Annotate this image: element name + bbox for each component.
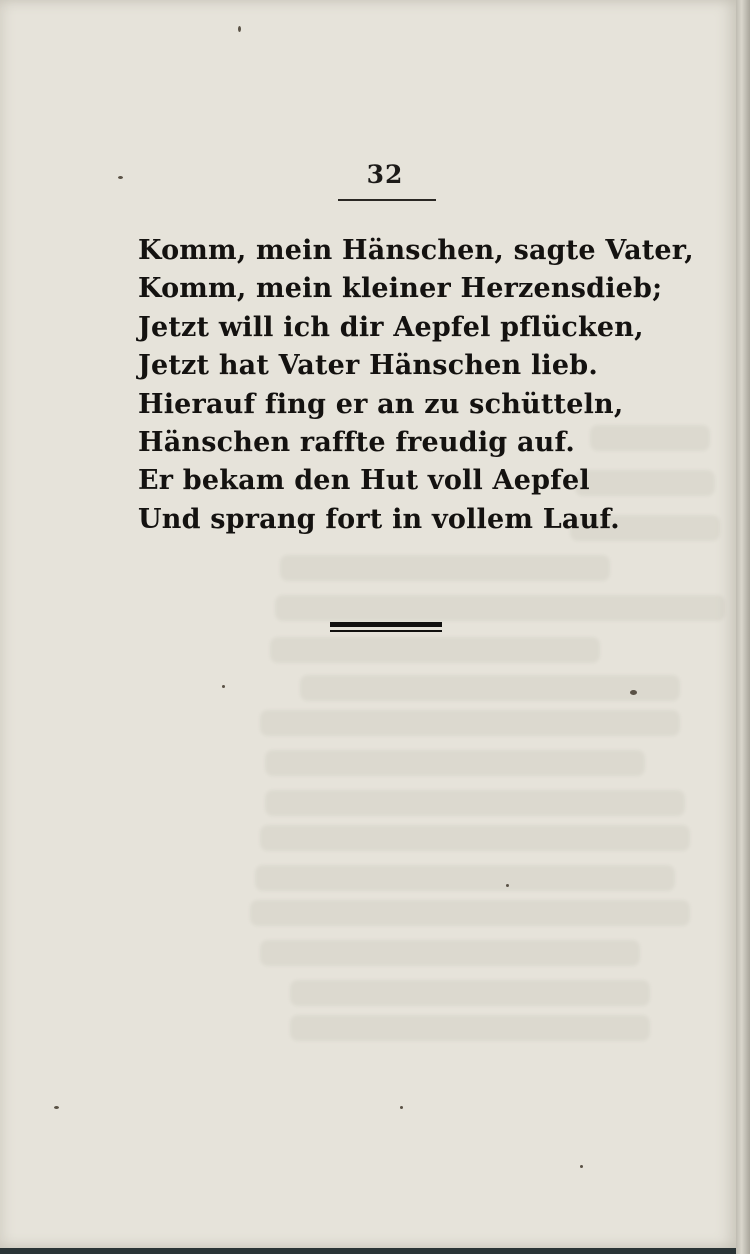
end-rule-thick-line (330, 622, 442, 627)
next-page-edge (736, 0, 750, 1254)
page-number: 32 (366, 160, 404, 189)
poem-line: Jetzt will ich dir Aepfel pflücken, (138, 311, 644, 343)
page-number-underline (338, 199, 436, 201)
poem-stanza (138, 232, 694, 539)
poem-line: Hierauf fing er an zu schütteln, (138, 388, 624, 420)
paper-speck (630, 690, 637, 695)
paper-speck (118, 176, 123, 179)
poem-line: Komm, mein Hänschen, sagte Vater, (138, 235, 694, 266)
poem-line: Komm, mein kleiner Herzensdieb; (138, 273, 663, 305)
end-rule-thin-line (330, 630, 442, 632)
paper-speck (400, 1106, 403, 1109)
paper-speck (222, 685, 225, 688)
poem-line: Hänschen raffte freudig auf. (138, 426, 575, 458)
paper-speck (580, 1165, 583, 1168)
paper-speck (238, 26, 241, 32)
poem-line: Jetzt hat Vater Hänschen lieb. (138, 350, 598, 382)
poem-line: Er bekam den Hut voll Aepfel (138, 465, 590, 497)
end-ornament-rule (330, 622, 442, 633)
poem-line: Und sprang fort in vollem Lauf. (138, 503, 620, 535)
paper-speck (54, 1106, 59, 1109)
paper-speck (506, 884, 509, 887)
